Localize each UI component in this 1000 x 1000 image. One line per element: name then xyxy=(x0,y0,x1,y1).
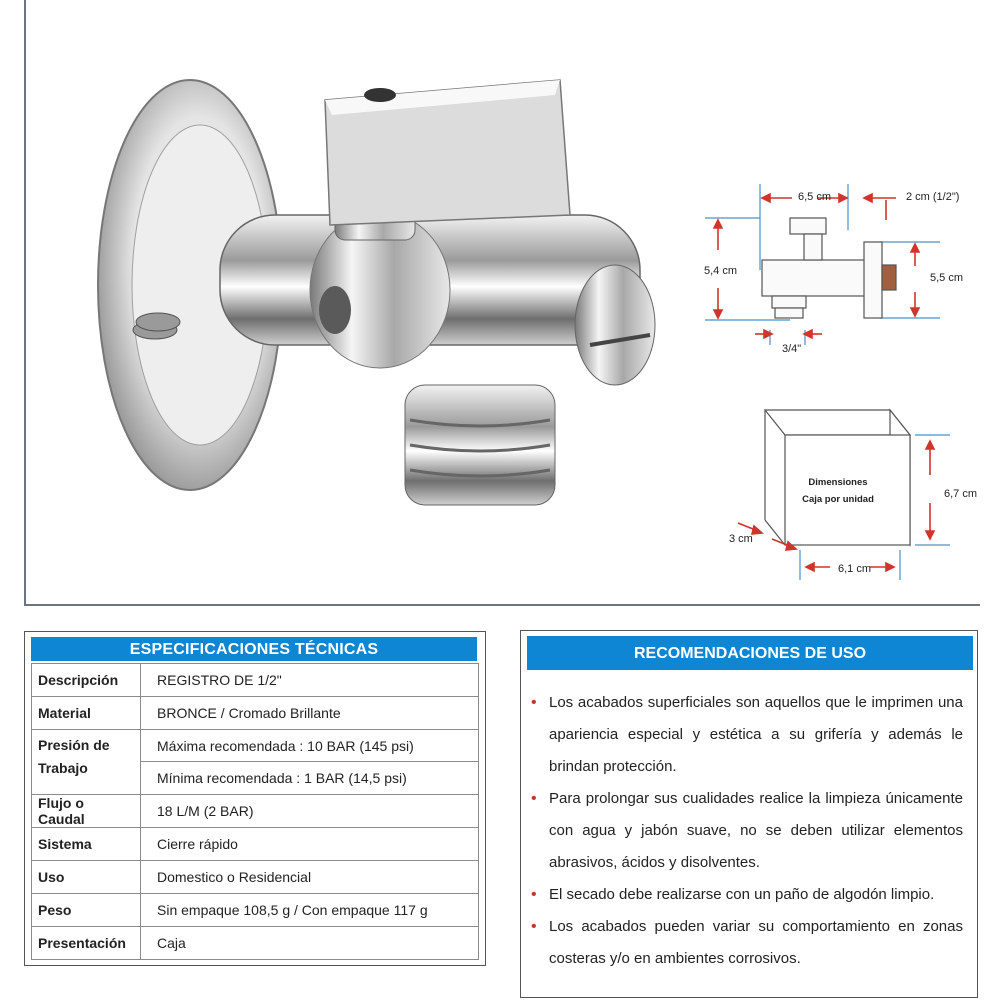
table-row xyxy=(32,730,479,762)
specs-panel xyxy=(24,631,486,966)
recommendations-panel xyxy=(520,630,978,998)
dim-inlet-label: 2 cm (1/2") xyxy=(906,191,960,203)
table-row xyxy=(32,795,479,828)
spec-value: 18 L/M (2 BAR) xyxy=(141,795,479,828)
spec-value: Caja xyxy=(141,927,479,960)
spec-value: Domestico o Residencial xyxy=(141,861,479,894)
spec-label: Flujo o Caudal xyxy=(32,795,141,828)
spec-value: Máxima recomendada : 10 BAR (145 psi) xyxy=(141,730,479,762)
specs-title: ESPECIFICACIONES TÉCNICAS xyxy=(31,637,477,661)
table-row xyxy=(32,697,479,730)
box-caption-line2: Caja por unidad xyxy=(802,494,874,505)
recommendations-list xyxy=(529,687,963,975)
box-caption-line1: Dimensiones xyxy=(808,477,868,488)
frame-bottom-border xyxy=(24,604,980,606)
spec-label: Descripción xyxy=(32,664,141,697)
box-caption xyxy=(790,474,886,508)
spec-label: Presión de Trabajo xyxy=(32,730,141,795)
list-item: • Para prolongar sus cualidades realice la limpieza únicamente con agua y jabón suave, no se deben utilizar elementos abrasivos, ácidos y disolventes. xyxy=(529,783,963,879)
spec-label: Material xyxy=(32,697,141,730)
table-row xyxy=(32,927,479,960)
list-item: • Los acabados superficiales son aquellos que le imprimen una apariencia especial y estética a su grifería y además le brindan protección. xyxy=(529,687,963,783)
table-row xyxy=(32,828,479,861)
spec-value: Mínima recomendada : 1 BAR (14,5 psi) xyxy=(141,762,479,795)
dim-height-left-label: 5,4 cm xyxy=(704,265,738,277)
spec-label: Uso xyxy=(32,861,141,894)
table-row xyxy=(32,861,479,894)
box-depth-label: 3 cm xyxy=(729,533,753,545)
table-row xyxy=(32,894,479,927)
spec-label: Peso xyxy=(32,894,141,927)
spec-value: BRONCE / Cromado Brillante xyxy=(141,697,479,730)
spec-value: Sin empaque 108,5 g / Con empaque 117 g xyxy=(141,894,479,927)
spec-value: REGISTRO DE 1/2" xyxy=(141,664,479,697)
table-row xyxy=(32,664,479,697)
frame-left-border xyxy=(24,0,26,606)
spec-value: Cierre rápido xyxy=(141,828,479,861)
recommendations-title: RECOMENDACIONES DE USO xyxy=(527,636,973,670)
box-width-label: 6,1 cm xyxy=(838,563,872,575)
valve-product-image xyxy=(70,60,670,530)
specs-table xyxy=(31,663,479,960)
spec-label: Sistema xyxy=(32,828,141,861)
dim-thread-label: 3/4" xyxy=(782,343,802,355)
box-height-label: 6,7 cm xyxy=(944,488,978,500)
list-item: • El secado debe realizarse con un paño de algodón limpio. xyxy=(529,879,963,911)
dim-height-right-label: 5,5 cm xyxy=(930,272,964,284)
list-item: • Los acabados pueden variar su comportamiento en zonas costeras y/o en ambientes corrosivos. xyxy=(529,911,963,975)
dim-width-label: 6,5 cm xyxy=(798,191,832,203)
spec-label: Presentación xyxy=(32,927,141,960)
